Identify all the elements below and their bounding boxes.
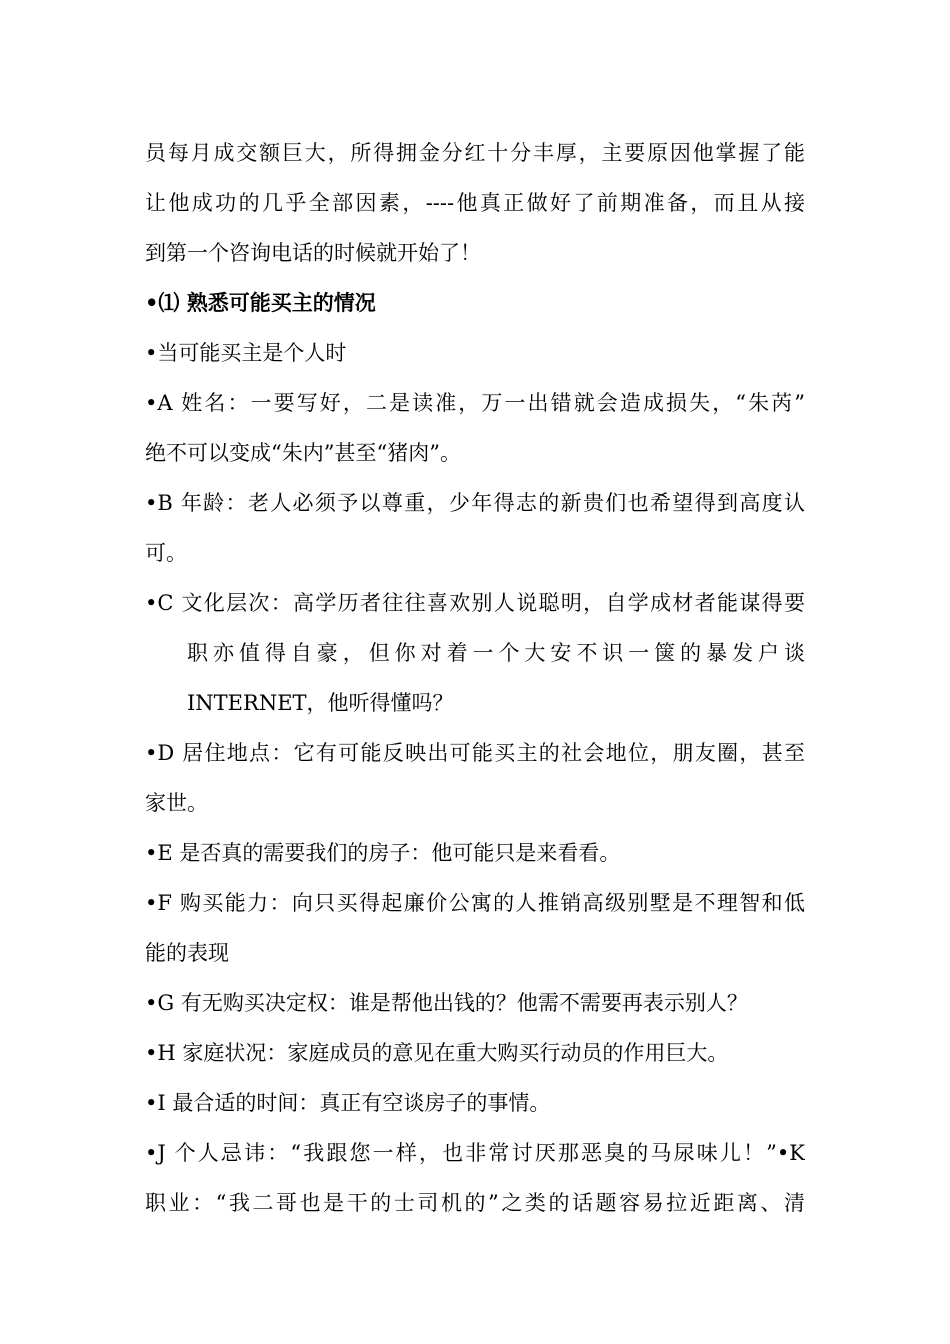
item-d-line-2: 家世。 bbox=[145, 791, 208, 815]
subsection-heading: •当可能买主是个人时 bbox=[145, 341, 347, 365]
item-f-line-2: 能的表现 bbox=[145, 941, 229, 965]
item-c-line-1: •C 文化层次：高学历者往往喜欢别人说聪明，自学成材者能谋得要 bbox=[145, 591, 805, 615]
paragraph-line-3: 到第一个咨询电话的时候就开始了！ bbox=[145, 241, 481, 265]
item-i-line-1: •I 最合适的时间：真正有空谈房子的事情。 bbox=[145, 1091, 551, 1115]
item-k-line-1: 职业：“我二哥也是干的士司机的”之类的话题容易拉近距离、清 bbox=[145, 1191, 805, 1215]
item-e-line-1: •E 是否真的需要我们的房子：他可能只是来看看。 bbox=[145, 841, 621, 865]
paragraph-line-1: 员每月成交额巨大，所得拥金分红十分丰厚，主要原因他掌握了能 bbox=[145, 141, 805, 165]
item-j-line-1: •J 个人忌讳：“我跟您一样，也非常讨厌那恶臭的马尿味儿！”•K bbox=[145, 1141, 805, 1165]
item-c-line-2: 职亦值得自豪，但你对着一个大安不识一箧的暴发户谈 bbox=[187, 641, 805, 665]
item-b-line-2: 可。 bbox=[145, 541, 187, 565]
section-heading: •⑴ 熟悉可能买主的情况 bbox=[145, 290, 376, 315]
item-a-line-1: •A 姓名：一要写好，二是读准，万一出错就会造成损失，“朱芮” bbox=[145, 391, 805, 415]
item-d-line-1: •D 居住地点：它有可能反映出可能买主的社会地位，朋友圈，甚至 bbox=[145, 741, 805, 765]
item-g-line-1: •G 有无购买决定权：谁是帮他出钱的？他需不需要再表示别人？ bbox=[145, 991, 748, 1015]
item-h-line-1: •H 家庭状况：家庭成员的意见在重大购买行动员的作用巨大。 bbox=[145, 1041, 729, 1065]
item-a-line-2: 绝不可以变成“朱内”甚至“猪肉”。 bbox=[145, 441, 461, 465]
item-f-line-1: •F 购买能力：向只买得起廉价公寓的人推销高级别墅是不理智和低 bbox=[145, 891, 805, 915]
item-c-line-3: INTERNET，他听得懂吗？ bbox=[187, 691, 454, 715]
item-b-line-1: •B 年龄：老人必须予以尊重，少年得志的新贵们也希望得到高度认 bbox=[145, 491, 805, 515]
paragraph-line-2: 让他成功的几乎全部因素，----他真正做好了前期准备，而且从接 bbox=[145, 191, 805, 215]
